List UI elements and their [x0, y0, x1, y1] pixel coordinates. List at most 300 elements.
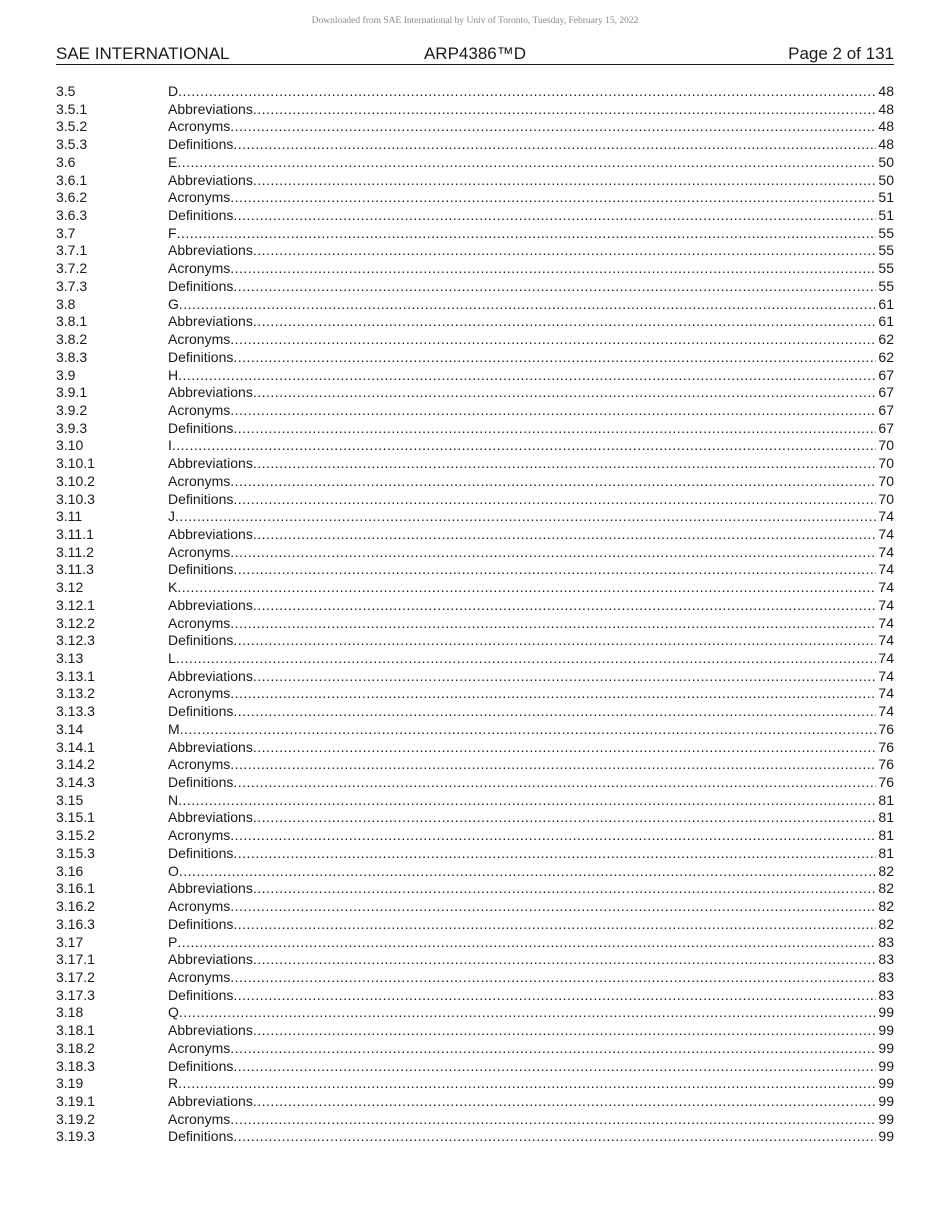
toc-entry[interactable]	[56, 579, 894, 597]
toc-page-number: 74	[878, 614, 894, 631]
toc-entry[interactable]	[56, 1004, 894, 1022]
toc-section-number: 3.13.2	[56, 685, 95, 702]
toc-leader-dots	[230, 260, 876, 278]
toc-section-number: 3.8.3	[56, 348, 88, 365]
toc-page-number: 82	[878, 915, 894, 932]
toc-leader-dots	[253, 739, 877, 757]
toc-section-title: N	[168, 791, 179, 808]
toc-section-title: I	[168, 437, 172, 454]
toc-page-number: 76	[878, 774, 894, 791]
toc-section-title: Acronyms	[168, 543, 231, 560]
toc-section-title: Definitions	[168, 1128, 234, 1145]
toc-page-number: 51	[878, 189, 894, 206]
toc-section-number: 3.19.2	[56, 1110, 95, 1127]
toc-entry[interactable]	[56, 721, 894, 739]
toc-entry[interactable]	[56, 561, 894, 579]
toc-page-number: 83	[878, 933, 894, 950]
toc-section-title: Abbreviations	[168, 596, 253, 613]
toc-section-title: L	[168, 650, 176, 666]
toc-section-title: Definitions	[168, 844, 234, 861]
toc-entry[interactable]	[56, 313, 894, 331]
toc-section-title: P	[168, 933, 178, 950]
toc-leader-dots	[230, 1111, 876, 1129]
toc-section-number: 3.5	[56, 83, 76, 99]
toc-section-title: Acronyms	[168, 118, 231, 135]
toc-leader-dots	[230, 402, 876, 420]
toc-page-number: 74	[878, 703, 894, 720]
toc-entry[interactable]	[56, 951, 894, 969]
toc-section-number: 3.18.3	[56, 1057, 95, 1074]
toc-leader-dots	[178, 1075, 876, 1093]
toc-section-number: 3.5.2	[56, 118, 88, 135]
toc-section-number: 3.16	[56, 862, 84, 879]
toc-section-title: M	[168, 720, 180, 737]
toc-leader-dots	[233, 561, 876, 579]
toc-page-number: 76	[878, 756, 894, 773]
toc-section-title: O	[168, 862, 179, 879]
toc-section-title: Abbreviations	[168, 100, 253, 117]
toc-section-title: Abbreviations	[168, 1092, 253, 1109]
toc-page-number: 74	[878, 667, 894, 684]
toc-page-number: 82	[878, 880, 894, 897]
toc-leader-dots	[233, 278, 876, 296]
toc-leader-dots	[233, 1058, 876, 1076]
toc-section-title: Acronyms	[168, 898, 231, 915]
toc-page-number: 74	[878, 525, 894, 542]
toc-entry[interactable]	[56, 402, 894, 420]
toc-entry[interactable]	[56, 615, 894, 633]
toc-section-number: 3.14	[56, 720, 84, 737]
toc-page-number: 48	[878, 136, 894, 153]
toc-section-title: Abbreviations	[168, 809, 253, 826]
toc-section-title: Definitions	[168, 419, 234, 436]
toc-section-number: 3.13.3	[56, 703, 95, 720]
toc-entry[interactable]	[56, 118, 894, 136]
toc-leader-dots	[253, 313, 877, 331]
toc-entry[interactable]	[56, 242, 894, 260]
toc-leader-dots	[253, 526, 877, 544]
toc-page-number: 83	[878, 968, 894, 985]
toc-page-number: 99	[878, 1128, 894, 1145]
toc-page-number: 70	[878, 437, 894, 454]
toc-page-number: 76	[878, 720, 894, 737]
toc-page-number: 55	[878, 224, 894, 241]
toc-section-number: 3.9.1	[56, 384, 88, 401]
toc-leader-dots	[172, 437, 877, 455]
toc-section-title: Definitions	[168, 1057, 234, 1074]
toc-page-number: 67	[878, 384, 894, 401]
toc-entry[interactable]	[56, 1111, 894, 1129]
toc-entry[interactable]	[56, 703, 894, 721]
toc-entry[interactable]	[56, 863, 894, 881]
toc-page-number: 70	[878, 455, 894, 472]
toc-section-number: 3.15	[56, 791, 84, 808]
toc-page-number: 51	[878, 207, 894, 224]
toc-section-title: Definitions	[168, 915, 234, 932]
toc-entry[interactable]	[56, 827, 894, 845]
toc-entry[interactable]	[56, 437, 894, 455]
toc-section-title: Definitions	[168, 561, 234, 578]
toc-entry[interactable]	[56, 792, 894, 810]
toc-entry[interactable]	[56, 880, 894, 898]
toc-entry[interactable]	[56, 774, 894, 792]
toc-leader-dots	[233, 845, 876, 863]
toc-page-number: 83	[878, 986, 894, 1003]
toc-entry[interactable]	[56, 526, 894, 544]
toc-section-title: Definitions	[168, 632, 234, 649]
toc-entry[interactable]	[56, 668, 894, 686]
toc-section-title: Abbreviations	[168, 525, 253, 542]
toc-page-number: 55	[878, 277, 894, 294]
toc-section-number: 3.17.3	[56, 986, 95, 1003]
toc-page-number: 74	[878, 561, 894, 578]
toc-leader-dots	[233, 349, 876, 367]
toc-page-number: 82	[878, 862, 894, 879]
toc-leader-dots	[230, 189, 876, 207]
toc-section-number: 3.9.2	[56, 401, 88, 418]
toc-leader-dots	[179, 296, 877, 314]
toc-section-title: Abbreviations	[168, 738, 253, 755]
toc-section-title: Abbreviations	[168, 384, 253, 401]
toc-section-title: Definitions	[168, 277, 234, 294]
toc-section-number: 3.10.2	[56, 472, 95, 489]
toc-page-number: 74	[878, 543, 894, 560]
toc-page-number: 74	[878, 632, 894, 649]
toc-leader-dots	[233, 207, 876, 225]
toc-section-title: Abbreviations	[168, 171, 253, 188]
toc-entry[interactable]	[56, 597, 894, 615]
toc-page-number: 48	[878, 83, 894, 99]
toc-section-title: Abbreviations	[168, 951, 253, 968]
toc-section-title: H	[168, 366, 179, 383]
toc-leader-dots	[253, 880, 877, 898]
page-header	[56, 44, 894, 65]
toc-section-number: 3.7.3	[56, 277, 88, 294]
toc-leader-dots	[175, 508, 876, 526]
toc-section-number: 3.19	[56, 1075, 84, 1092]
toc-entry[interactable]	[56, 420, 894, 438]
toc-section-title: Abbreviations	[168, 667, 253, 684]
toc-section-number: 3.8.2	[56, 331, 88, 348]
toc-section-title: Acronyms	[168, 189, 231, 206]
toc-page-number: 67	[878, 419, 894, 436]
toc-entry[interactable]	[56, 544, 894, 562]
toc-section-number: 3.10.3	[56, 490, 95, 507]
page-number: Page 2 of 131	[788, 44, 894, 63]
toc-page-number: 99	[878, 1110, 894, 1127]
toc-section-number: 3.15.1	[56, 809, 95, 826]
toc-section-title: J	[168, 508, 175, 525]
toc-section-title: Abbreviations	[168, 1022, 253, 1039]
toc-entry[interactable]	[56, 508, 894, 526]
toc-leader-dots	[253, 101, 877, 119]
toc-entry[interactable]	[56, 1022, 894, 1040]
toc-section-title: Definitions	[168, 986, 234, 1003]
toc-section-title: Acronyms	[168, 827, 231, 844]
toc-section-title: Acronyms	[168, 472, 231, 489]
toc-section-title: G	[168, 295, 179, 312]
toc-page-number: 81	[878, 791, 894, 808]
toc-section-number: 3.10	[56, 437, 84, 454]
toc-entry[interactable]	[56, 473, 894, 491]
toc-leader-dots	[176, 650, 877, 668]
toc-leader-dots	[230, 685, 876, 703]
toc-leader-dots	[253, 597, 877, 615]
toc-entry[interactable]	[56, 739, 894, 757]
toc-section-number: 3.11.1	[56, 525, 94, 542]
toc-section-number: 3.8	[56, 295, 76, 312]
publisher-name: SAE INTERNATIONAL	[56, 44, 230, 63]
toc-section-number: 3.7	[56, 224, 76, 241]
toc-section-title: F	[168, 224, 177, 241]
toc-entry[interactable]	[56, 685, 894, 703]
toc-section-number: 3.11	[56, 508, 83, 525]
toc-section-number: 3.9	[56, 366, 76, 383]
toc-leader-dots	[178, 367, 876, 385]
toc-entry[interactable]	[56, 207, 894, 225]
toc-section-number: 3.14.1	[56, 738, 95, 755]
toc-entry[interactable]	[56, 845, 894, 863]
toc-section-title: Acronyms	[168, 614, 231, 631]
toc-section-title: Acronyms	[168, 968, 231, 985]
toc-section-number: 3.18.2	[56, 1039, 95, 1056]
toc-section-title: Acronyms	[168, 260, 231, 277]
toc-section-number: 3.14.2	[56, 756, 95, 773]
toc-section-title: Q	[168, 1004, 179, 1021]
toc-section-number: 3.18.1	[56, 1022, 95, 1039]
document-id: ARP4386™D	[423, 44, 527, 63]
toc-leader-dots	[230, 544, 876, 562]
toc-entry[interactable]	[56, 632, 894, 650]
toc-page-number: 74	[878, 596, 894, 613]
toc-section-title: Definitions	[168, 774, 234, 791]
toc-entry[interactable]	[56, 189, 894, 207]
toc-section-number: 3.14.3	[56, 774, 95, 791]
toc-page-number: 81	[878, 827, 894, 844]
toc-leader-dots	[178, 83, 876, 101]
toc-entry[interactable]	[56, 1058, 894, 1076]
toc-entry[interactable]	[56, 898, 894, 916]
toc-page-number: 61	[878, 313, 894, 330]
toc-page-number: 48	[878, 118, 894, 135]
toc-leader-dots	[233, 774, 876, 792]
toc-entry[interactable]	[56, 1040, 894, 1058]
toc-entry[interactable]	[56, 384, 894, 402]
toc-leader-dots	[179, 1004, 877, 1022]
toc-section-number: 3.9.3	[56, 419, 88, 436]
toc-entry[interactable]	[56, 136, 894, 154]
toc-leader-dots	[233, 420, 876, 438]
toc-leader-dots	[233, 703, 876, 721]
toc-section-number: 3.6	[56, 153, 76, 170]
toc-leader-dots	[230, 1040, 876, 1058]
toc-section-title: K	[168, 579, 178, 596]
toc-section-number: 3.6.1	[56, 171, 88, 188]
toc-leader-dots	[253, 172, 877, 190]
toc-page-number: 62	[878, 331, 894, 348]
toc-section-number: 3.10.1	[56, 455, 95, 472]
toc-section-title: E	[168, 153, 178, 170]
toc-section-number: 3.5.1	[56, 100, 88, 117]
toc-section-title: Acronyms	[168, 1039, 231, 1056]
toc-page-number: 76	[878, 738, 894, 755]
toc-leader-dots	[233, 491, 876, 509]
toc-section-title: Acronyms	[168, 1110, 231, 1127]
toc-page-number: 99	[878, 1039, 894, 1056]
toc-entry[interactable]	[56, 172, 894, 190]
toc-section-title: D	[168, 83, 179, 99]
toc-entry[interactable]	[56, 101, 894, 119]
toc-entry[interactable]	[56, 969, 894, 987]
toc-entry[interactable]	[56, 1093, 894, 1111]
toc-page-number: 74	[878, 579, 894, 596]
toc-page-number: 70	[878, 472, 894, 489]
toc-section-number: 3.12.2	[56, 614, 95, 631]
toc-page-number: 67	[878, 366, 894, 383]
toc-leader-dots	[230, 969, 876, 987]
toc-section-number: 3.11.3	[56, 561, 94, 578]
toc-leader-dots	[253, 1093, 877, 1111]
toc-entry[interactable]	[56, 331, 894, 349]
toc-section-number: 3.16.1	[56, 880, 95, 897]
toc-leader-dots	[233, 987, 876, 1005]
toc-entry[interactable]	[56, 756, 894, 774]
toc-section-number: 3.5.3	[56, 136, 88, 153]
download-watermark: Downloaded from SAE International by Univ of Toronto, Tuesday, February 15, 2022	[311, 16, 639, 26]
toc-section-number: 3.6.3	[56, 207, 88, 224]
toc-leader-dots	[253, 384, 877, 402]
toc-entry[interactable]	[56, 367, 894, 385]
toc-entry[interactable]	[56, 934, 894, 952]
toc-page-number: 50	[878, 153, 894, 170]
toc-page-number: 61	[878, 295, 894, 312]
toc-leader-dots	[233, 136, 876, 154]
toc-section-number: 3.7.1	[56, 242, 88, 259]
toc-leader-dots	[253, 951, 877, 969]
toc-section-title: Acronyms	[168, 401, 231, 418]
toc-leader-dots	[233, 916, 876, 934]
toc-leader-dots	[177, 934, 876, 952]
toc-section-title: Definitions	[168, 136, 234, 153]
toc-leader-dots	[233, 632, 876, 650]
toc-page-number: 70	[878, 490, 894, 507]
toc-page-number: 74	[878, 508, 894, 525]
toc-entry[interactable]	[56, 1128, 894, 1146]
toc-page-number: 99	[878, 1092, 894, 1109]
toc-section-number: 3.6.2	[56, 189, 88, 206]
toc-entry[interactable]	[56, 650, 894, 668]
toc-section-number: 3.16.2	[56, 898, 95, 915]
toc-section-title: Definitions	[168, 348, 234, 365]
toc-leader-dots	[230, 615, 876, 633]
toc-leader-dots	[253, 455, 877, 473]
toc-page-number: 82	[878, 898, 894, 915]
toc-section-number: 3.15.3	[56, 844, 95, 861]
toc-entry[interactable]	[56, 455, 894, 473]
toc-section-title: Acronyms	[168, 756, 231, 773]
toc-section-number: 3.17	[56, 933, 84, 950]
toc-section-title: Abbreviations	[168, 880, 253, 897]
toc-section-number: 3.12	[56, 579, 84, 596]
toc-page-number: 99	[878, 1057, 894, 1074]
toc-section-number: 3.12.3	[56, 632, 95, 649]
toc-entry[interactable]	[56, 349, 894, 367]
toc-entry[interactable]	[56, 83, 894, 101]
toc-leader-dots	[230, 756, 876, 774]
toc-section-number: 3.15.2	[56, 827, 95, 844]
toc-section-title: Definitions	[168, 703, 234, 720]
toc-leader-dots	[233, 1128, 876, 1146]
toc-section-number: 3.19.3	[56, 1128, 95, 1145]
table-of-contents	[56, 83, 894, 1146]
toc-page-number: 81	[878, 809, 894, 826]
toc-entry[interactable]	[56, 916, 894, 934]
toc-section-number: 3.16.3	[56, 915, 95, 932]
toc-leader-dots	[253, 809, 877, 827]
toc-leader-dots	[177, 225, 877, 243]
toc-page-number: 55	[878, 260, 894, 277]
toc-leader-dots	[230, 118, 876, 136]
toc-leader-dots	[230, 473, 876, 491]
toc-section-number: 3.19.1	[56, 1092, 95, 1109]
toc-section-title: Acronyms	[168, 331, 231, 348]
toc-section-number: 3.8.1	[56, 313, 88, 330]
toc-page-number: 99	[878, 1004, 894, 1021]
toc-section-number: 3.12.1	[56, 596, 95, 613]
toc-page-number: 99	[878, 1075, 894, 1092]
toc-section-number: 3.13	[56, 650, 84, 666]
toc-page-number: 50	[878, 171, 894, 188]
toc-section-number: 3.13.1	[56, 667, 95, 684]
toc-entry[interactable]	[56, 154, 894, 172]
toc-leader-dots	[230, 898, 876, 916]
toc-entry[interactable]	[56, 809, 894, 827]
toc-leader-dots	[178, 792, 876, 810]
toc-page-number: 81	[878, 844, 894, 861]
toc-section-title: Abbreviations	[168, 313, 253, 330]
toc-leader-dots	[179, 863, 877, 881]
toc-entry[interactable]	[56, 987, 894, 1005]
toc-entry[interactable]	[56, 278, 894, 296]
toc-leader-dots	[230, 331, 876, 349]
toc-section-title: Acronyms	[168, 685, 231, 702]
toc-section-number: 3.11.2	[56, 543, 94, 560]
toc-section-title: Definitions	[168, 490, 234, 507]
toc-leader-dots	[253, 1022, 877, 1040]
toc-section-number: 3.7.2	[56, 260, 88, 277]
toc-section-title: Abbreviations	[168, 455, 253, 472]
toc-section-title: Abbreviations	[168, 242, 253, 259]
toc-section-number: 3.17.1	[56, 951, 95, 968]
toc-entry[interactable]	[56, 225, 894, 243]
toc-page-number: 99	[878, 1022, 894, 1039]
toc-leader-dots	[253, 242, 877, 260]
toc-page-number: 83	[878, 951, 894, 968]
toc-leader-dots	[253, 668, 877, 686]
toc-leader-dots	[177, 154, 876, 172]
toc-entry[interactable]	[56, 260, 894, 278]
toc-page-number: 48	[878, 100, 894, 117]
toc-page-number: 55	[878, 242, 894, 259]
toc-entry[interactable]	[56, 491, 894, 509]
toc-section-number: 3.17.2	[56, 968, 95, 985]
toc-entry[interactable]	[56, 296, 894, 314]
toc-entry[interactable]	[56, 1075, 894, 1093]
toc-page-number: 67	[878, 401, 894, 418]
toc-leader-dots	[177, 579, 876, 597]
toc-page-number: 62	[878, 348, 894, 365]
toc-page-number: 74	[878, 685, 894, 702]
